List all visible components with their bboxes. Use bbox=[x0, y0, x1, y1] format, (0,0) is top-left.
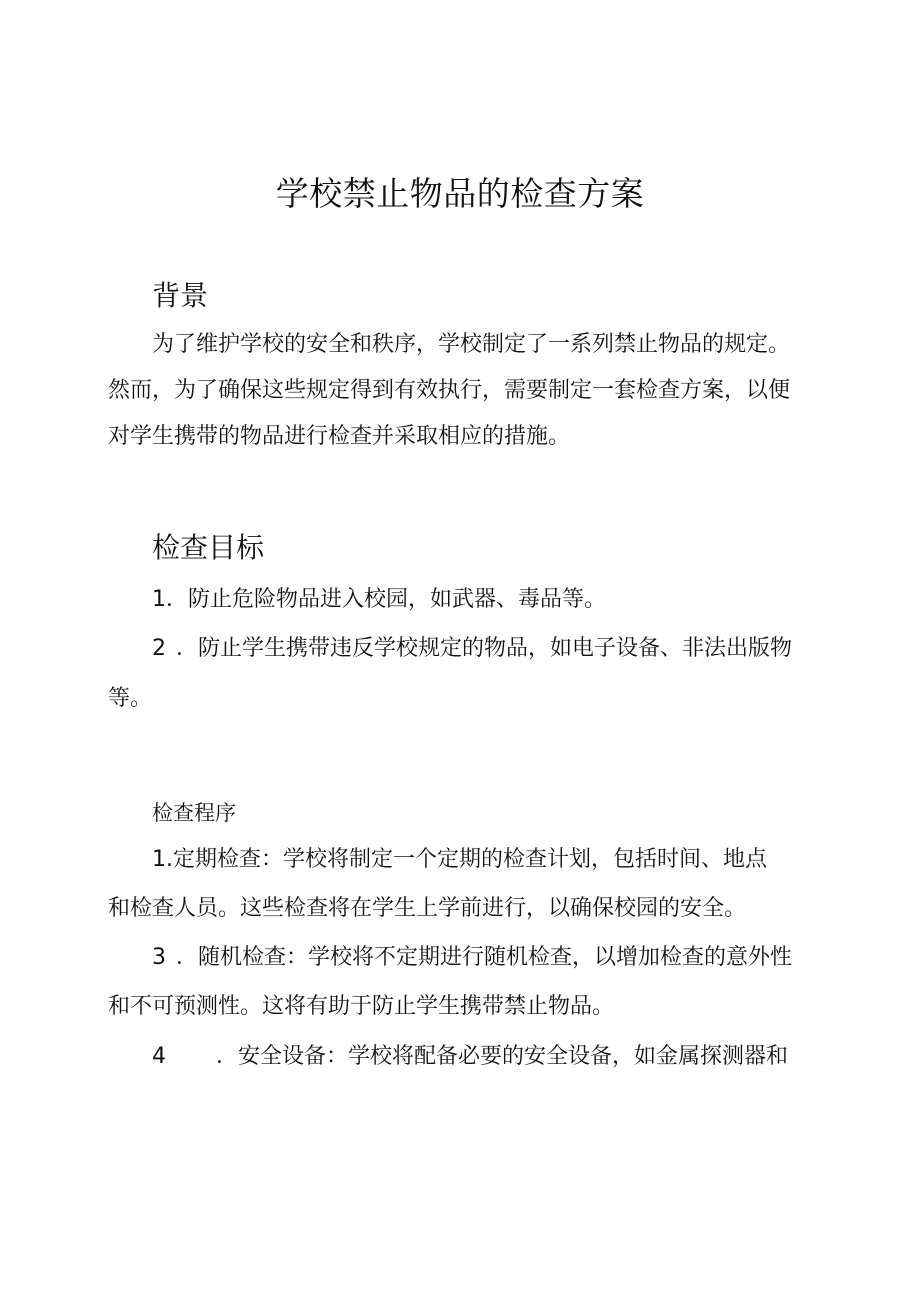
list-item-number: 1 bbox=[152, 587, 166, 612]
paragraph-line: 对学生携带的物品进行检查并采取相应的措施。 bbox=[108, 424, 571, 449]
list-item-number: 1 bbox=[152, 847, 166, 872]
document-title: 学校禁止物品的检查方案 bbox=[275, 174, 645, 213]
list-item-text: .定期检查：学校将制定一个定期的检查计划，包括时间、地点 bbox=[166, 847, 767, 872]
list-item bbox=[152, 1041, 788, 1073]
section-heading-background: 背景 bbox=[152, 279, 209, 312]
list-item bbox=[152, 584, 606, 616]
list-item-text: ．防止危险物品进入校园，如武器、毒品等。 bbox=[166, 587, 607, 612]
paragraph-line: 为了维护学校的安全和秩序，学校制定了一系列禁止物品的规定。 bbox=[152, 332, 791, 357]
list-item bbox=[152, 844, 767, 876]
list-item-text: ．防止学生携带违反学校规定的物品，如电子设备、非法出版物 bbox=[176, 636, 793, 661]
list-item bbox=[152, 633, 792, 665]
list-item-continuation: 和检查人员。这些检查将在学生上学前进行，以确保校园的安全。 bbox=[108, 896, 747, 921]
section-heading-procedure: 检查程序 bbox=[152, 801, 236, 825]
section-heading-goals: 检查目标 bbox=[152, 531, 265, 564]
list-item-number: 4 bbox=[152, 1044, 166, 1069]
list-item bbox=[152, 942, 792, 974]
list-item-continuation: 等。 bbox=[108, 686, 153, 711]
list-item-number: 2 bbox=[152, 636, 166, 661]
list-item-continuation: 和不可预测性。这将有助于防止学生携带禁止物品。 bbox=[108, 994, 615, 1019]
list-item-text: ．安全设备：学校将配备必要的安全设备，如金属探测器和 bbox=[216, 1044, 789, 1069]
list-item-number: 3 bbox=[152, 945, 166, 970]
paragraph-line: 然而，为了确保这些规定得到有效执行，需要制定一套检查方案，以便 bbox=[108, 378, 791, 403]
list-item-text: ．随机检查：学校将不定期进行随机检查，以增加检查的意外性 bbox=[176, 945, 793, 970]
